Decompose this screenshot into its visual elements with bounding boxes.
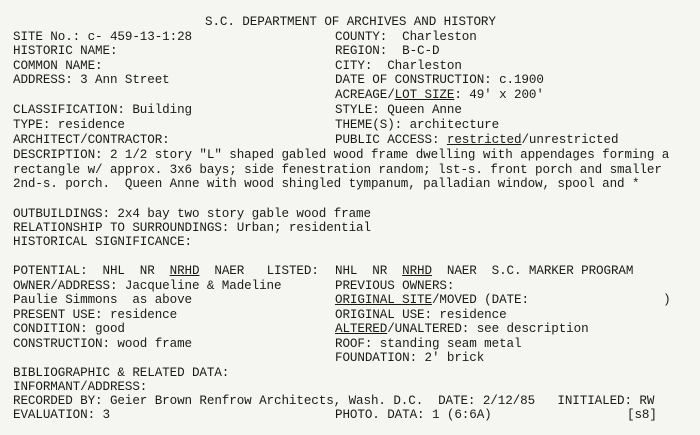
public-access-label: PUBLIC ACCESS: <box>335 133 447 147</box>
common-name: COMMON NAME: <box>13 59 103 73</box>
card-header: S.C. DEPARTMENT OF ARCHIVES AND HISTORY <box>205 15 496 29</box>
owner-address: OWNER/ADDRESS: Jacqueline & Madeline <box>13 279 282 293</box>
county: COUNTY: Charleston <box>335 30 477 44</box>
historical-significance: HISTORICAL SIGNIFICANCE: <box>13 235 192 249</box>
owner-line-2: Paulie Simmons as above <box>13 293 192 307</box>
date-of-construction: DATE OF CONSTRUCTION: c.1900 <box>335 73 544 87</box>
sheet-mark: [s8] <box>627 408 657 422</box>
altered: ALTERED <box>335 322 388 336</box>
relationship-to-surroundings: RELATIONSHIP TO SURROUNDINGS: Urban; residential <box>13 221 371 235</box>
original-use: ORIGINAL USE: residence <box>335 308 507 322</box>
acreage-line <box>335 88 544 102</box>
description-line-2: rectangle w/ approx. 3x6 bays; side fenestration random; lst-s. front porch and smaller <box>13 163 662 177</box>
listed-options: NHL NR <box>335 264 403 278</box>
description-line-1: DESCRIPTION: 2 1/2 story "L" shaped gabled wood frame dwelling with appendages forming a <box>13 148 670 162</box>
original-site-line <box>335 293 671 307</box>
original-site: ORIGINAL SITE <box>335 293 432 307</box>
outbuildings: OUTBUILDINGS: 2x4 bay two story gable wood frame <box>13 207 371 221</box>
foundation: FOUNDATION: 2' brick <box>335 351 485 365</box>
potential-nrhd: NRHD <box>169 264 200 278</box>
potential-label: POTENTIAL: NHL NR <box>13 264 170 278</box>
address: ADDRESS: 3 Ann Street <box>13 73 170 87</box>
bibliographic-data: BIBLIOGRAPHIC & RELATED DATA: <box>13 366 230 380</box>
unaltered: /UNALTERED: see description <box>387 322 589 336</box>
recorded-by: RECORDED BY: Geier Brown Renfrow Architects, Wash. D.C. DATE: 2/12/85 INITIALED: RW <box>13 394 655 408</box>
classification: CLASSIFICATION: Building <box>13 103 192 117</box>
moved-date: /MOVED (DATE: ) <box>431 293 671 307</box>
lot-size-label: LOT SIZE <box>394 88 455 102</box>
architect-contractor: ARCHITECT/CONTRACTOR: <box>13 133 170 147</box>
public-access-unrestricted: /unrestricted <box>521 133 619 147</box>
public-access <box>335 133 618 147</box>
acreage-label: ACREAGE/ <box>335 88 395 102</box>
type: TYPE: residence <box>13 118 125 132</box>
listed-line <box>335 264 633 278</box>
city: CITY: Charleston <box>335 59 462 73</box>
roof: ROOF: standing seam metal <box>335 337 522 351</box>
evaluation: EVALUATION: 3 <box>13 408 110 422</box>
present-use: PRESENT USE: residence <box>13 308 178 322</box>
public-access-restricted: restricted <box>446 133 522 147</box>
acreage-value: : 49' x 200' <box>454 88 544 102</box>
altered-line <box>335 322 589 336</box>
historic-name: HISTORIC NAME: <box>13 44 118 58</box>
themes: THEME(S): architecture <box>335 118 500 132</box>
description-line-3: 2nd-s. porch. Queen Anne with wood shingled tympanum, palladian window, spool and * <box>13 177 640 191</box>
potential-listed-label: NAER LISTED: <box>199 264 319 278</box>
condition: CONDITION: good <box>13 322 125 336</box>
potential-line <box>13 264 319 278</box>
photo-data: PHOTO. DATA: 1 (6:6A) <box>335 408 492 422</box>
informant-address: INFORMANT/ADDRESS: <box>13 380 148 394</box>
region: REGION: B-C-D <box>335 44 440 58</box>
style: STYLE: Queen Anne <box>335 103 462 117</box>
listed-nrhd: NRHD <box>402 264 432 278</box>
listed-marker: NAER S.C. MARKER PROGRAM <box>431 264 634 278</box>
construction: CONSTRUCTION: wood frame <box>13 337 192 351</box>
site-number: SITE No.: c- 459-13-1:28 <box>13 30 192 44</box>
previous-owners: PREVIOUS OWNERS: <box>335 279 455 293</box>
